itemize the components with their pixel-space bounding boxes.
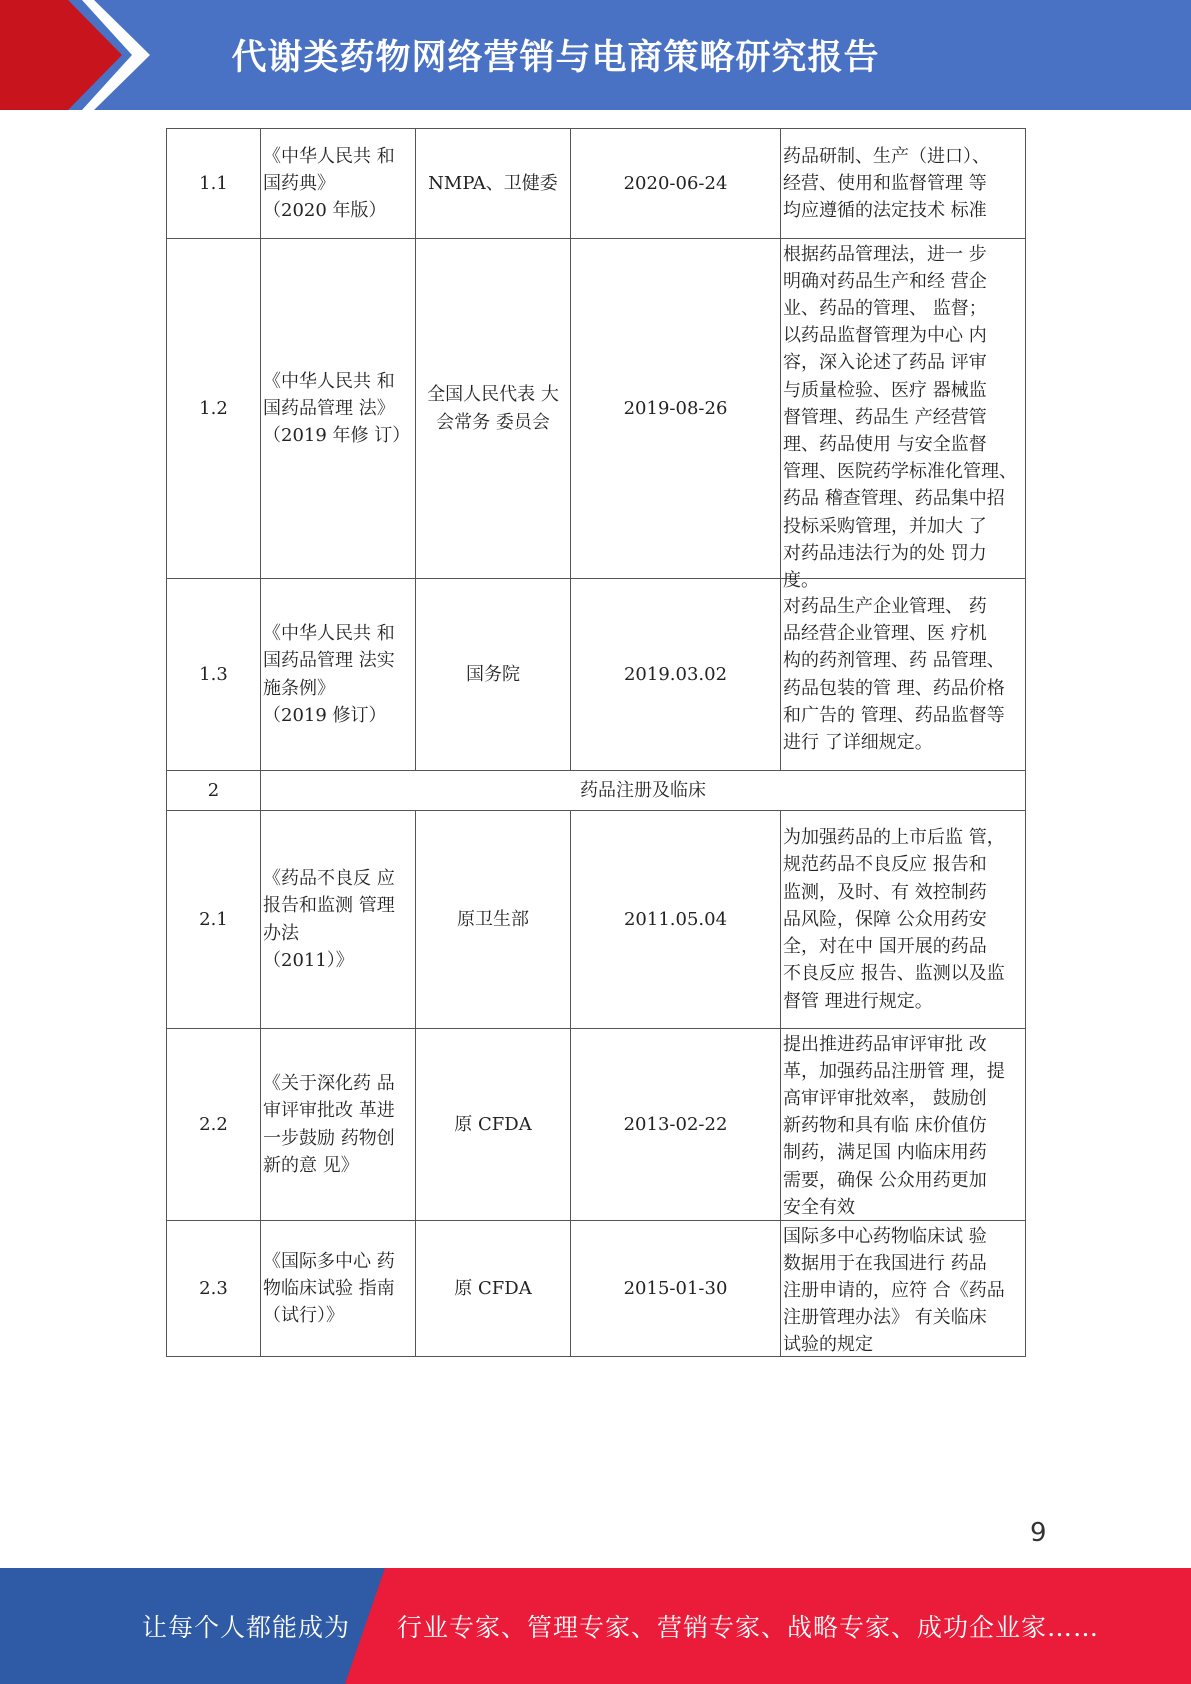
footer-slogan-right: 行业专家、管理专家、营销专家、战略专家、成功企业家…… xyxy=(397,1613,1100,1642)
regulation-name xyxy=(261,129,416,239)
regulation-description xyxy=(781,1221,1026,1357)
table-row xyxy=(167,579,1026,771)
description-line: 品风险，保障 公众用药安 xyxy=(783,908,987,930)
description-line: 为加强药品的上市后监 管， xyxy=(783,827,1005,849)
table-row xyxy=(167,1221,1026,1357)
description-line: 品经营企业管理、医 疗机 xyxy=(783,623,987,645)
issuing-authority xyxy=(416,129,571,239)
issuing-authority-line: 原卫生部 xyxy=(457,908,529,930)
regulation-name xyxy=(261,1029,416,1221)
document-title: 代谢类药物网络营销与电商策略研究报告 xyxy=(231,38,880,78)
description-line: 药品 稽查管理、药品集中招 xyxy=(783,488,1005,510)
description-text xyxy=(783,1223,1023,1355)
description-line: 不良反应 报告、监测以及监 xyxy=(783,963,1005,985)
description-line: 和广告的 管理、药品监督等 xyxy=(783,704,1005,726)
regulation-name-line: 《关于深化药 品 xyxy=(263,1073,395,1095)
description-line: 规范药品不良反应 报告和 xyxy=(783,854,987,876)
description-line: 制药，满足国 内临床用药 xyxy=(783,1142,987,1164)
regulation-name-line: 《国际多中心 药 xyxy=(263,1250,395,1272)
regulation-name-line: （2020 年版） xyxy=(263,200,387,222)
description-line: 根据药品管理法，进一 步 xyxy=(783,243,987,265)
description-line: 明确对药品生产和经 营企 xyxy=(783,270,987,292)
description-line: 进行 了详细规定。 xyxy=(783,731,933,753)
regulation-description xyxy=(781,811,1026,1029)
regulation-table xyxy=(166,128,1026,1357)
description-line: 度。 xyxy=(783,569,819,591)
description-line: 督管 理进行规定。 xyxy=(783,990,933,1012)
regulation-name-line: （2019 修订） xyxy=(263,704,387,726)
issuing-authority-line: 会常务 委员会 xyxy=(436,411,550,433)
regulation-name-line: 《中华人民共 和 xyxy=(263,370,395,392)
issue-date: 2019.03.02 xyxy=(571,579,781,771)
table-row xyxy=(167,239,1026,579)
regulation-name-line: 物临床试验 指南 xyxy=(263,1277,395,1299)
regulation-name-line: 《药品不良反 应 xyxy=(263,868,395,890)
table-row xyxy=(167,811,1026,1029)
regulation-name-line: 国药品管理 法》 xyxy=(263,397,395,419)
description-line: 管理、医院药学标准化管理、 xyxy=(783,461,1017,483)
description-line: 以药品监督管理为中心 内 xyxy=(783,325,987,347)
regulation-name-line: 报告和监测 管理 xyxy=(263,895,395,917)
description-line: 数据用于在我国进行 药品 xyxy=(783,1252,987,1274)
description-line: 革，加强药品注册管 理，提 xyxy=(783,1060,1005,1082)
description-line: 督管理、药品生 产经营管 xyxy=(783,406,987,428)
description-line: 对药品生产企业管理、 药 xyxy=(783,595,987,617)
regulation-name-line: （试行）》 xyxy=(263,1305,344,1327)
issuing-authority xyxy=(416,1029,571,1221)
description-line: 理、药品使用 与安全监督 xyxy=(783,433,987,455)
section-title: 药品注册及临床 xyxy=(261,771,1026,811)
issue-date: 2020-06-24 xyxy=(571,129,781,239)
regulation-name-line: （2011）》 xyxy=(263,949,354,971)
description-line: 药品研制、生产（进口）、 xyxy=(783,145,990,167)
issuing-authority-line: NMPA、卫健委 xyxy=(428,172,558,194)
row-number: 2.1 xyxy=(167,811,261,1029)
regulation-description xyxy=(781,579,1026,771)
regulation-name xyxy=(261,239,416,579)
regulation-name-line: 《中华人民共 和 xyxy=(263,145,395,167)
table-row xyxy=(167,1029,1026,1221)
table-row xyxy=(167,129,1026,239)
regulation-name-line: 新的意 见》 xyxy=(263,1154,359,1176)
row-number: 1.3 xyxy=(167,579,261,771)
issue-date: 2013-02-22 xyxy=(571,1029,781,1221)
description-line: 投标采购管理，并加大 了 xyxy=(783,515,987,537)
page-header xyxy=(0,0,1191,110)
description-line: 全，对在中 国开展的药品 xyxy=(783,936,987,958)
description-line: 注册申请的，应符 合《药品 xyxy=(783,1279,1005,1301)
row-number: 2.3 xyxy=(167,1221,261,1357)
regulation-name xyxy=(261,811,416,1029)
description-text xyxy=(783,1031,1023,1219)
page-footer xyxy=(0,1568,1191,1684)
description-line: 药品包装的管 理、药品价格 xyxy=(783,677,1005,699)
issue-date: 2019-08-26 xyxy=(571,239,781,579)
description-line: 构的药剂管理、药 品管理、 xyxy=(783,650,1005,672)
description-line: 新药物和具有临 床价值仿 xyxy=(783,1115,987,1137)
issuing-authority xyxy=(416,239,571,579)
row-number: 1.2 xyxy=(167,239,261,579)
description-text xyxy=(783,824,1023,1014)
issue-date: 2011.05.04 xyxy=(571,811,781,1029)
regulation-name-line: 一步鼓励 药物创 xyxy=(263,1127,395,1149)
regulation-name-line: （2019 年修 订） xyxy=(263,425,411,447)
issuing-authority-line: 国务院 xyxy=(466,663,520,685)
description-text xyxy=(783,241,1023,591)
description-line: 容，深入论述了药品 评审 xyxy=(783,352,987,374)
issuing-authority-line: 原 CFDA xyxy=(454,1113,532,1135)
description-text xyxy=(783,593,1023,756)
regulation-name-line: 国药品管理 法实 xyxy=(263,650,395,672)
description-line: 对药品违法行为的处 罚力 xyxy=(783,542,987,564)
regulation-description xyxy=(781,129,1026,239)
regulation-name-line: 《中华人民共 和 xyxy=(263,623,395,645)
row-number: 2.2 xyxy=(167,1029,261,1221)
description-line: 提出推进药品审评审批 改 xyxy=(783,1033,987,1055)
regulation-description xyxy=(781,1029,1026,1221)
description-line: 试验的规定 xyxy=(783,1334,873,1356)
issuing-authority xyxy=(416,811,571,1029)
description-line: 高审评审批效率， 鼓励创 xyxy=(783,1087,987,1109)
description-text xyxy=(783,143,1023,225)
description-line: 业、药品的管理、 监督； xyxy=(783,297,987,319)
page-number: 9 xyxy=(1030,1518,1047,1548)
description-line: 与质量检验、医疗 器械监 xyxy=(783,379,987,401)
footer-slogan-left: 让每个人都能成为 xyxy=(142,1613,351,1642)
description-line: 国际多中心药物临床试 验 xyxy=(783,1225,987,1247)
issuing-authority-line: 全国人民代表 大 xyxy=(427,384,559,406)
description-line: 经营、使用和监督管理 等 xyxy=(783,172,987,194)
row-number: 1.1 xyxy=(167,129,261,239)
description-line: 需要，确保 公众用药更加 xyxy=(783,1169,987,1191)
description-line: 监测，及时、有 效控制药 xyxy=(783,881,987,903)
header-arrow-decoration xyxy=(0,0,150,110)
section-row xyxy=(167,771,1026,811)
issuing-authority xyxy=(416,1221,571,1357)
regulation-name-line: 国药典》 xyxy=(263,172,335,194)
description-line: 注册管理办法》 有关临床 xyxy=(783,1307,987,1329)
regulation-name-line: 审评审批改 革进 xyxy=(263,1100,395,1122)
regulation-description xyxy=(781,239,1026,591)
description-line: 均应遵循的法定技术 标准 xyxy=(783,200,987,222)
regulation-name-line: 施条例》 xyxy=(263,677,335,699)
issuing-authority-line: 原 CFDA xyxy=(454,1277,532,1299)
description-line: 安全有效 xyxy=(783,1196,855,1218)
issue-date: 2015-01-30 xyxy=(571,1221,781,1357)
row-number: 2 xyxy=(167,771,261,811)
regulation-name xyxy=(261,579,416,771)
regulation-name-line: 办法 xyxy=(263,922,299,944)
regulation-name xyxy=(261,1221,416,1357)
issuing-authority xyxy=(416,579,571,771)
